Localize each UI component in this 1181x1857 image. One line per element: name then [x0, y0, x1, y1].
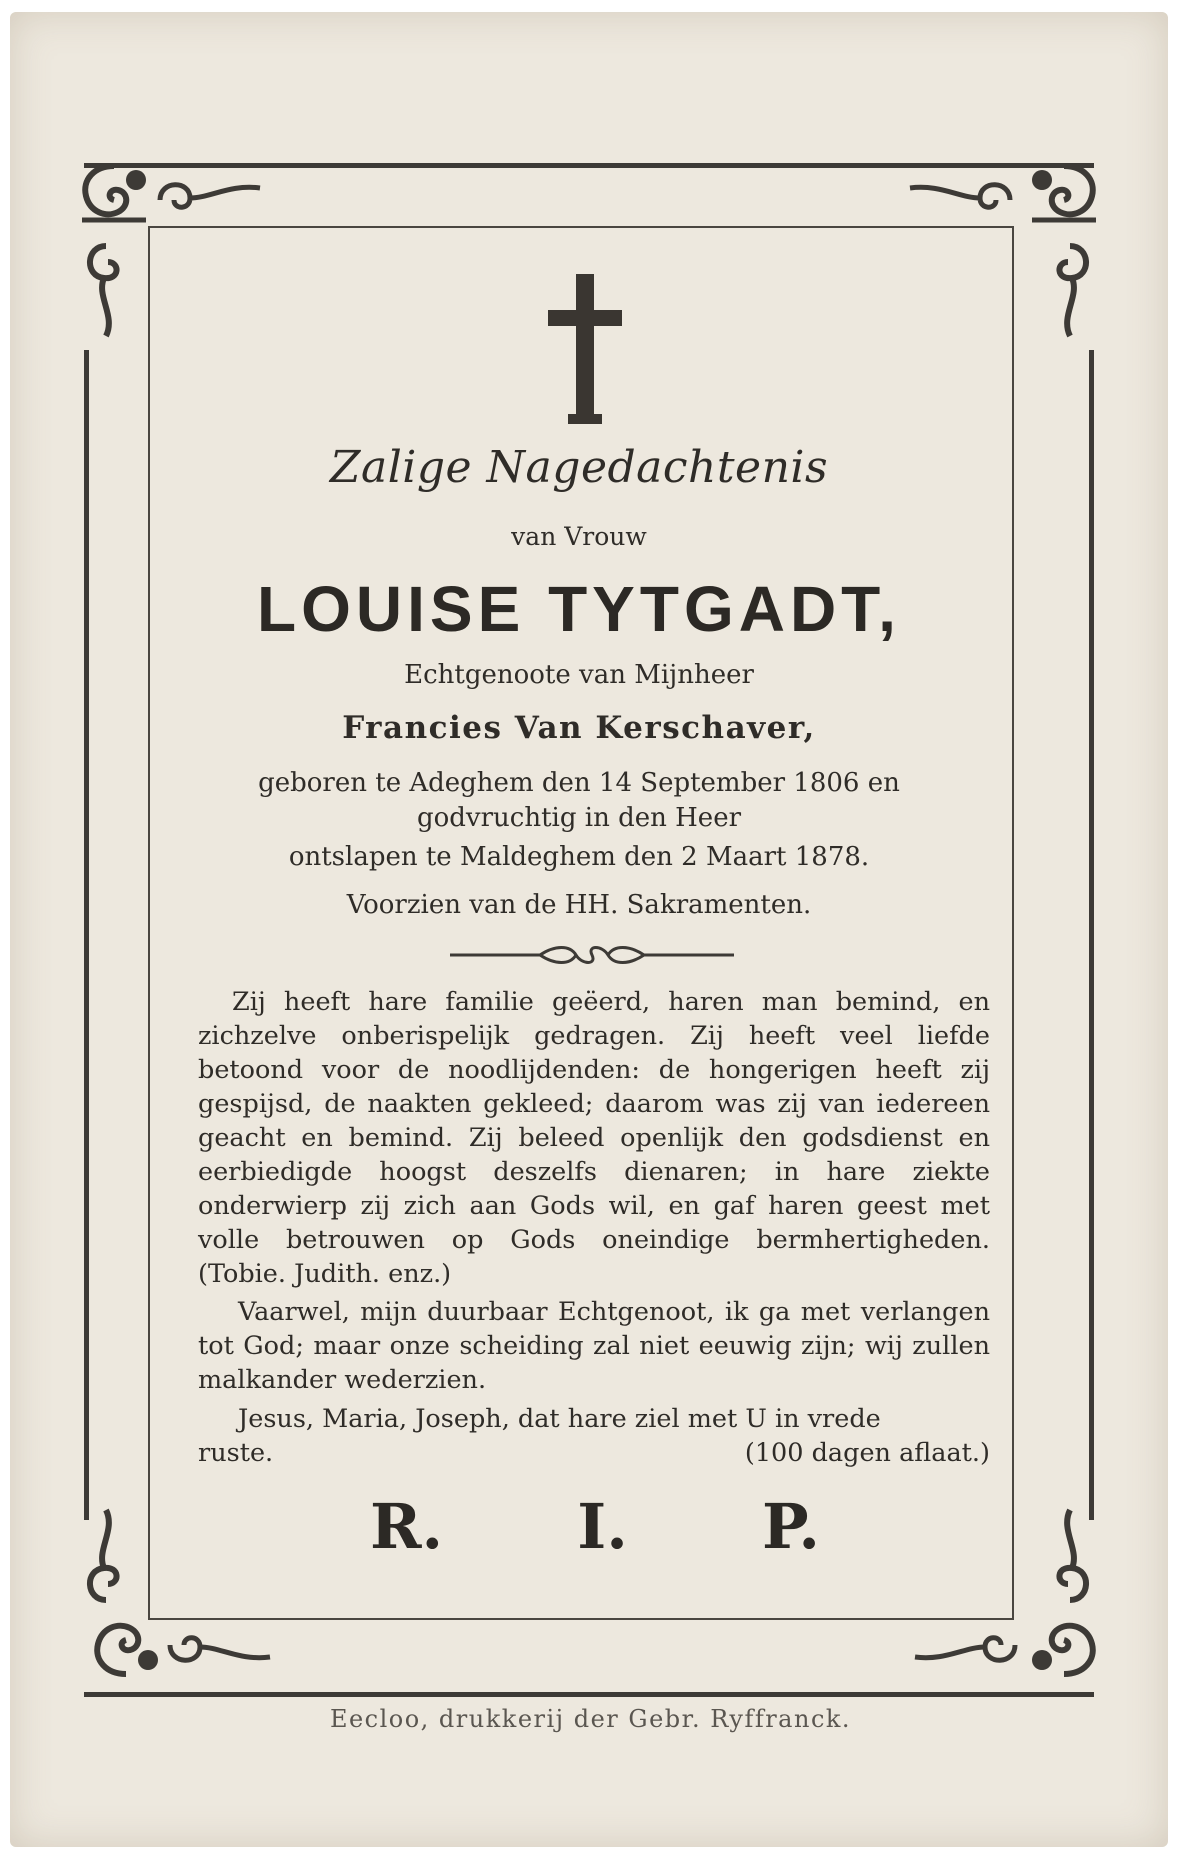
prayer-paragraph: [198, 1402, 990, 1470]
spouse-label: Echtgenoote van Mijnheer: [404, 660, 754, 690]
rip-line: [370, 1490, 820, 1563]
printer-credit: Eecloo, drukkerij der Gebr. Ryffranck.: [329, 1705, 852, 1733]
scroll-ornament-icon: [1040, 1500, 1100, 1610]
rip-letter-i: I.: [577, 1490, 628, 1563]
farewell-paragraph: [198, 1295, 990, 1397]
corner-ornament-icon: [1024, 158, 1104, 228]
scroll-ornament-icon: [150, 170, 270, 220]
corner-ornament-icon: [1024, 1612, 1104, 1682]
scroll-ornament-icon: [900, 170, 1020, 220]
rip-letter-r: R.: [370, 1490, 444, 1563]
scroll-ornament-icon: [76, 1500, 136, 1610]
indulgence-note: (100 dagen aflaat.): [744, 1438, 990, 1468]
scroll-ornament-icon: [160, 1625, 280, 1675]
farewell-text: Vaarwel, mijn duurbaar Echtgenoot, ik ga met verlangen tot God; maar onze scheiding zal niet eeuwig zijn; wij zullen malkander wederzien.: [198, 1297, 990, 1395]
corner-ornament-icon: [74, 158, 154, 228]
birth-line: geboren te Adeghem den 14 September 1806 en: [258, 768, 900, 798]
right-frame-rule: [1089, 350, 1094, 1520]
left-frame-rule: [84, 350, 89, 1520]
scroll-ornament-icon: [905, 1625, 1025, 1675]
deceased-name: LOUISE TYTGADT,: [257, 573, 901, 645]
corner-ornament-icon: [86, 1612, 166, 1682]
divider-ornament-icon: [450, 945, 734, 965]
eulogy-paragraph: [198, 985, 990, 1291]
scroll-ornament-icon: [76, 236, 136, 346]
prayer-text: Jesus, Maria, Joseph, dat hare ziel met U in vrede: [238, 1404, 881, 1434]
cross-icon: [548, 274, 622, 424]
scroll-ornament-icon: [1040, 236, 1100, 346]
sacraments-line: Voorzien van de HH. Sakramenten.: [346, 890, 812, 920]
memorial-title: Zalige Nagedachtenis: [329, 442, 829, 493]
death-line: ontslapen te Maldeghem den 2 Maart 1878.: [288, 842, 870, 872]
godvruchtig-line: godvruchtig in den Heer: [416, 803, 742, 833]
eulogy-text: Zij heeft hare familie geëerd, haren man bemind, en zichzelve onberispelijk gedragen. Zij heeft veel liefde betoond voor de noodlijdenden: de hongerigen heeft zij gespijsd, de naakten gekleed; daarom was zij van iedereen geacht en bemind. Zij beleed openlijk den godsdienst en eerbiedigde hoogst deszelfs dienaren; in hare ziekte onderwierp zij zich aan Gods wil, en gaf haren geest met volle betrouwen op Gods oneindige bermhertigheden. (Tobie. Judith. enz.): [198, 987, 990, 1289]
rip-letter-p: P.: [762, 1490, 820, 1563]
prayer-end: ruste.: [198, 1438, 274, 1468]
van-vrouw-line: van Vrouw: [511, 522, 647, 551]
spouse-name: Francies Van Kerschaver,: [342, 710, 816, 746]
